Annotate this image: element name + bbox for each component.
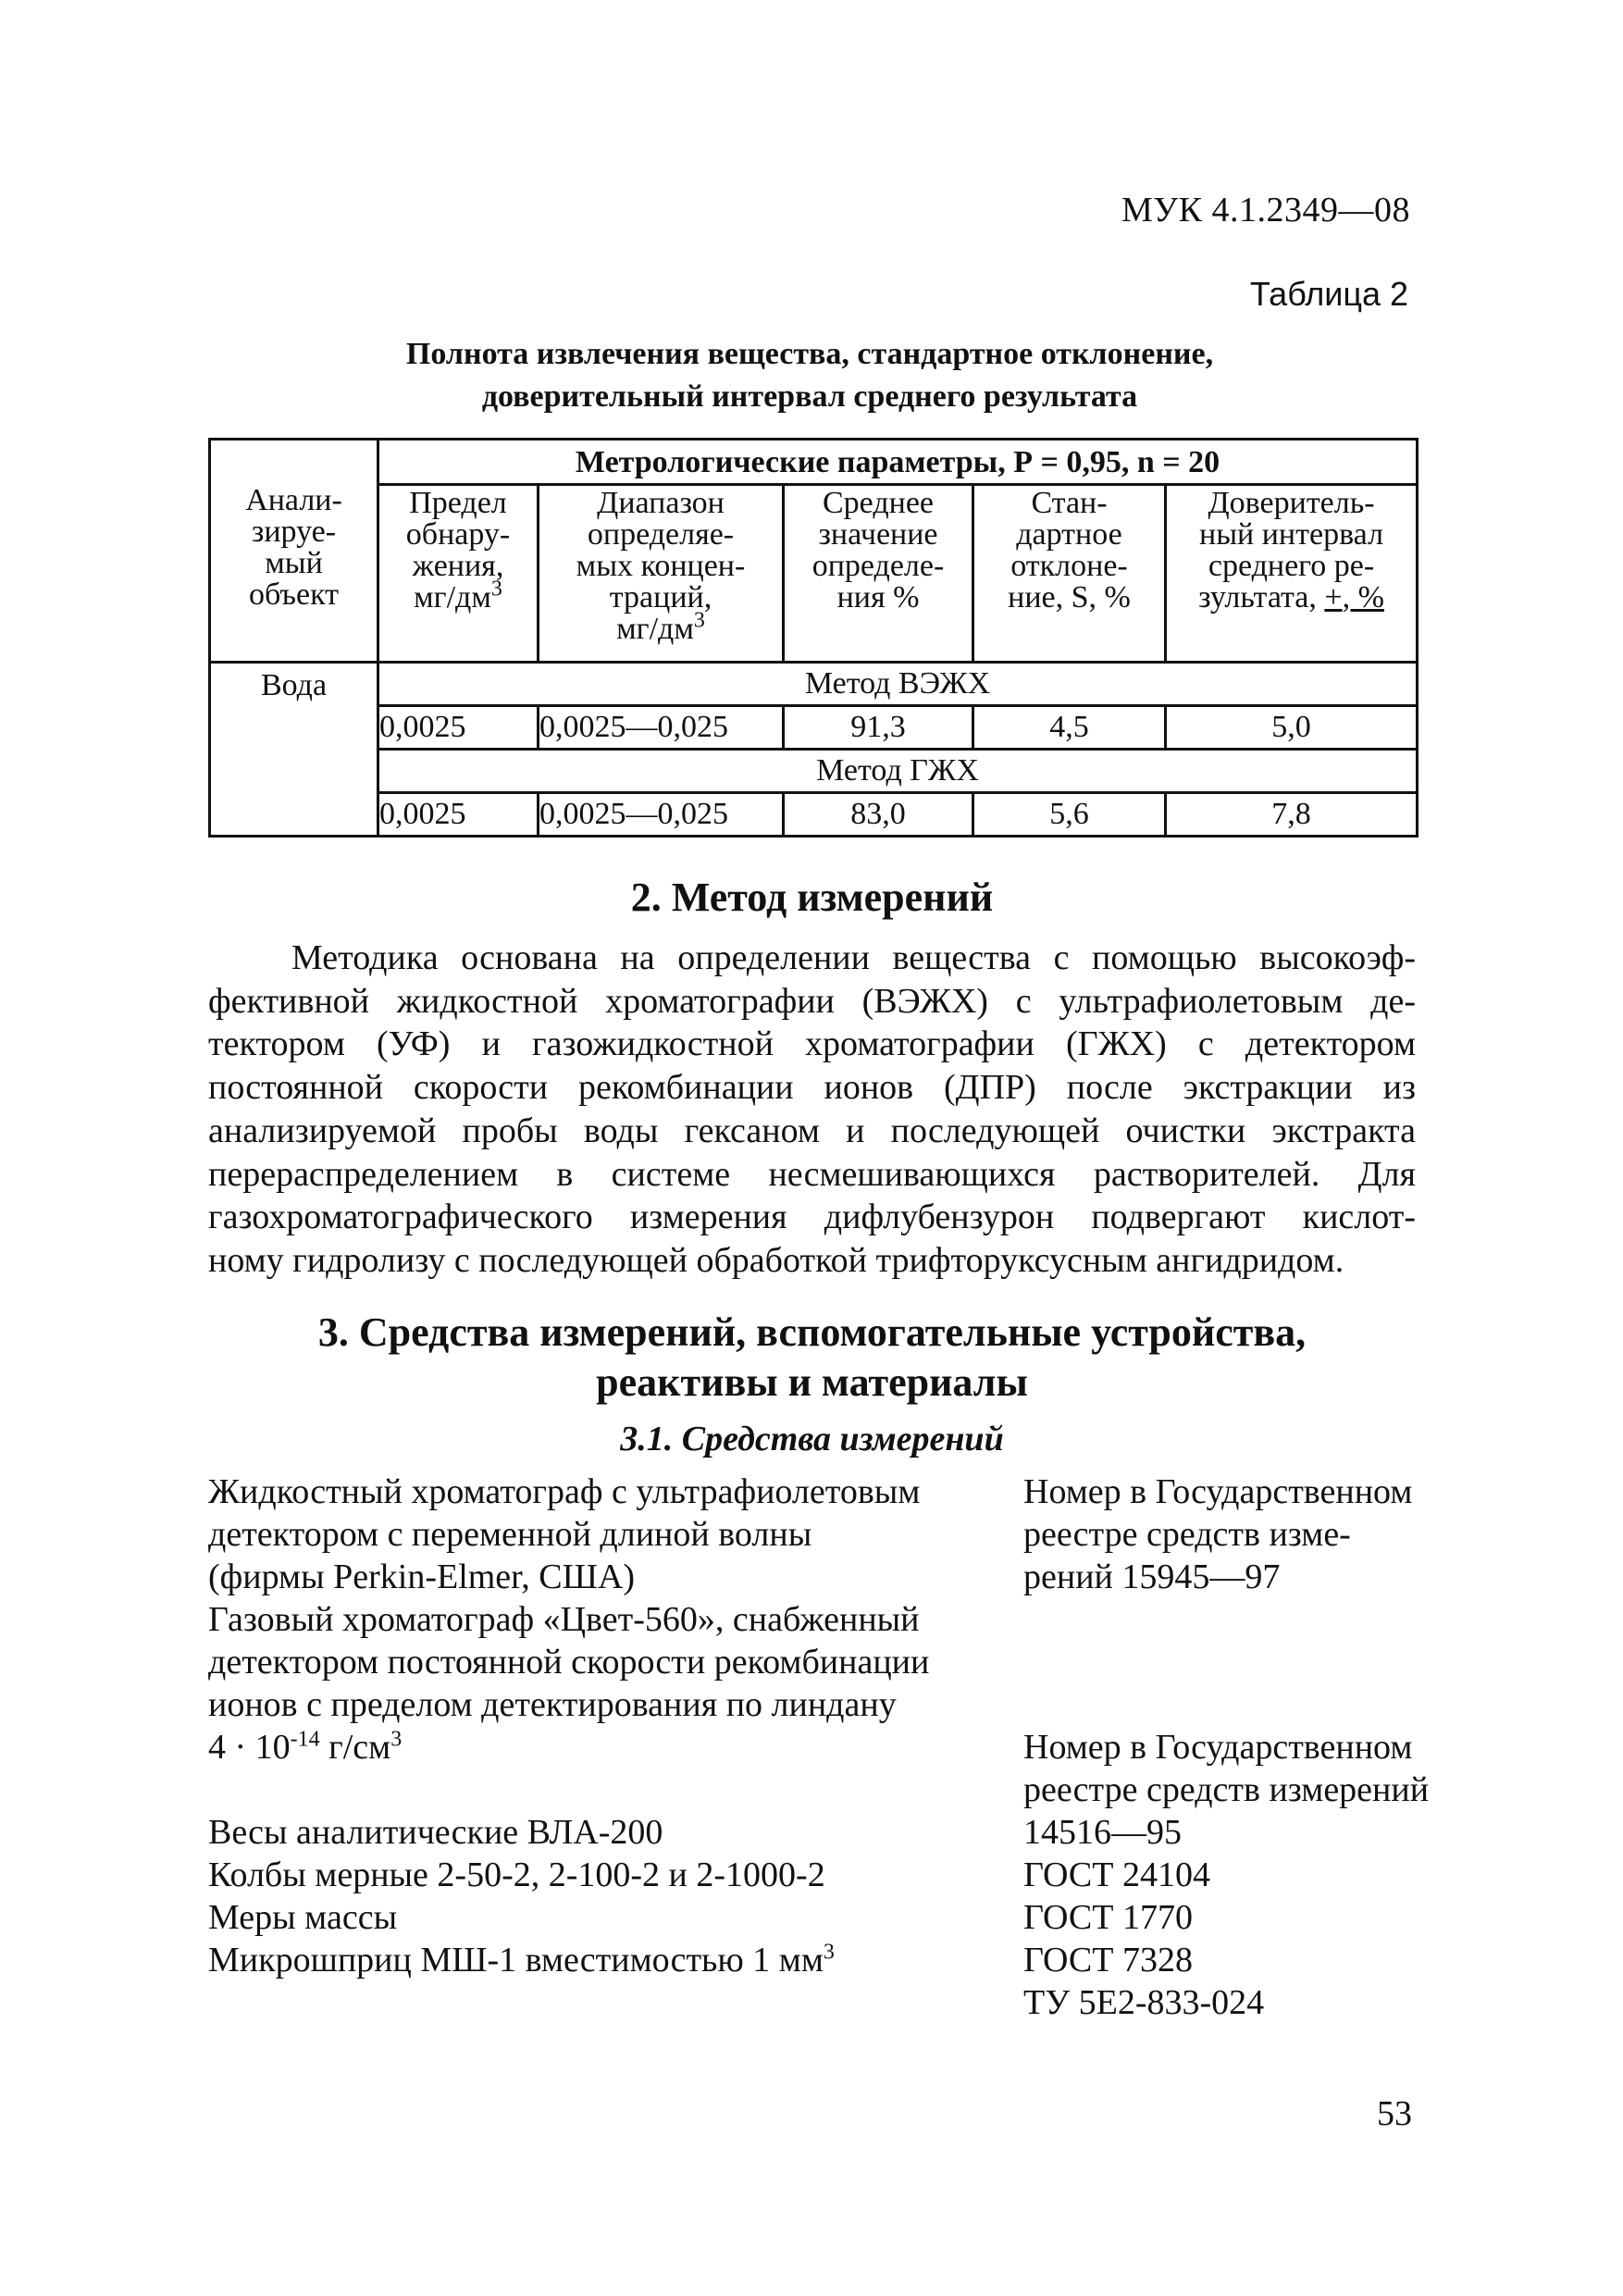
header-range-line: определяе- [587,517,735,552]
section3-title-line: 3. Средства измерений, вспомогательные устройства, [317,1309,1307,1355]
equipment-line: детектором с переменной длиной волны [208,1515,812,1554]
header-mean [784,485,973,663]
header-range-line: мых концен- [576,549,746,583]
registry-line: Номер в Государственном [1023,1728,1413,1767]
section3-title-line: реактивы и материалы [596,1359,1028,1405]
paragraph-line: Методика основана на определении вещества с помощью высокоэф- [291,938,1416,977]
equipment-text: Микрошприц МШ-1 вместимостью 1 мм [208,1941,824,1980]
paragraph-line: ному гидролизу с последующей обработкой трифторуксусным ангидридом. [208,1240,1344,1280]
header-ci [1166,485,1418,663]
registry-line: рений 15945—97 [1023,1558,1281,1596]
superscript: 3 [693,608,705,633]
header-range-line: траций, [609,580,712,614]
spacer [1023,1598,1429,1726]
equipment-line: ионов с пределом детектирования по линдану [208,1685,897,1724]
paragraph-line: фективной жидкостной хроматографии (ВЭЖХ) с ультрафиолетовым де- [208,981,1416,1021]
header-ci-text: зультата, [1198,580,1325,614]
header-mean-line: ния % [836,580,920,614]
subsection-title: 3.1. Средства измерений [620,1420,1004,1458]
table-caption-line: доверительный интервал среднего результата [481,379,1138,414]
equipment-line [208,1939,929,1981]
header-range [539,485,784,663]
equipment-line: (фирмы Perkin-Elmer, США) [208,1558,636,1596]
paragraph-line: тектором (УФ) и газожидкостной хроматографии (ГЖХ) с детектором [208,1024,1416,1064]
header-ci-line: ный интервал [1199,517,1384,552]
cell-limit: 0,0025 [378,706,539,750]
metrology-table [208,438,1419,838]
header-mean-line: определе- [812,549,945,583]
section2-paragraph [208,937,1416,1283]
registry-line: ГОСТ 24104 [1023,1855,1210,1894]
equipment-line: Жидкостный хроматограф с ультрафиолетовым [208,1472,921,1511]
header-sd-line: ние, S, % [1008,580,1131,614]
object-cell: Вода [210,663,378,837]
registry-line: Номер в Государственном [1023,1472,1413,1511]
table-row [210,706,1418,750]
registry-line: реестре средств измерений [1023,1770,1430,1809]
cell-sd: 5,6 [973,793,1166,837]
page-number: 53 [1377,2094,1412,2133]
header-ci-unit: , % [1342,580,1384,614]
header-range-line [545,608,776,646]
section3-title [208,1308,1416,1408]
registry-line: ГОСТ 1770 [1023,1898,1193,1937]
header-ci-line: среднего ре- [1208,549,1375,583]
cell-range: 0,0025—0,025 [539,793,784,837]
header-range-line: Диапазон [597,486,725,520]
header-sd-line: отклоне- [1010,549,1128,583]
registry-line: ТУ 5Е2-833-024 [1023,1983,1265,2022]
cell-ci: 5,0 [1166,706,1418,750]
header-mean-line: значение [818,517,938,552]
equipment-text: г/см [319,1728,391,1767]
header-sd-line: Стан- [1031,486,1108,520]
header-limit-line: обнару- [405,517,511,552]
equipment-line: детектором постоянной скорости рекомбинации [208,1643,930,1682]
superscript: -14 [290,1727,320,1752]
registry-line: ГОСТ 7328 [1023,1941,1193,1980]
method-row-hplc: Метод ВЭЖХ [378,663,1418,706]
header-group: Метрологические параметры, Р = 0,95, n = 20 [378,440,1418,485]
cell-limit: 0,0025 [378,793,539,837]
header-limit-line [385,577,531,614]
cell-sd: 4,5 [973,706,1166,750]
header-sd [973,485,1166,663]
header-object: Анали- зируе- мый объект [210,440,378,663]
header-limit-line: Предел [409,486,507,520]
section2-title: 2. Метод измерений [630,875,994,920]
paragraph-line: газохроматографического измерения дифлубензурон подвергают кислот- [208,1198,1416,1237]
header-limit-unit: мг/дм [414,580,491,614]
cell-ci: 7,8 [1166,793,1418,837]
table-label: Таблица 2 [1249,275,1408,313]
plus-minus-sign: + [1324,580,1343,614]
cell-mean: 91,3 [784,706,973,750]
cell-range: 0,0025—0,025 [539,706,784,750]
cell-mean: 83,0 [784,793,973,837]
header-ci-line: Доверитель- [1208,486,1375,520]
spacer [208,1769,929,1811]
header-limit [378,485,539,663]
header-limit-line: жения, [412,549,504,583]
equipment-line: Колбы мерные 2-50-2, 2-100-2 и 2-1000-2 [208,1855,825,1894]
registry-line: 14516—95 [1023,1813,1182,1852]
equipment-line [208,1726,929,1769]
paragraph-line: анализируемой пробы воды гексаном и последующей очистки экстракта [208,1111,1416,1150]
header-range-unit: мг/дм [616,612,694,646]
registry-line: реестре средств изме- [1023,1515,1351,1554]
header-sd-line: дартное [1016,517,1122,552]
method-row-gc: Метод ГЖХ [378,750,1418,793]
table-caption [208,333,1411,418]
header-ci-line [1172,582,1410,614]
equipment-list [208,1471,929,1981]
superscript: 3 [823,1940,835,1965]
header-mean-line: Среднее [823,486,934,520]
table-row [210,793,1418,837]
superscript: 3 [390,1727,403,1752]
equipment-line: Меры массы [208,1898,398,1937]
table-caption-line: Полнота извлечения вещества, стандартное отклонение, [405,337,1214,371]
equipment-text: 4 · 10 [208,1728,291,1767]
paragraph-line: перераспределением в системе несмешивающихся растворителей. Для [208,1154,1416,1194]
document-code: МУК 4.1.2349—08 [1121,191,1410,230]
registry-list [1023,1471,1429,2024]
equipment-line: Весы аналитические ВЛА-200 [208,1813,663,1852]
paragraph-line: постоянной скорости рекомбинации ионов (ДПР) после экстракции из [208,1068,1416,1108]
superscript: 3 [490,577,502,602]
equipment-line: Газовый хроматограф «Цвет-560», снабженный [208,1600,920,1639]
